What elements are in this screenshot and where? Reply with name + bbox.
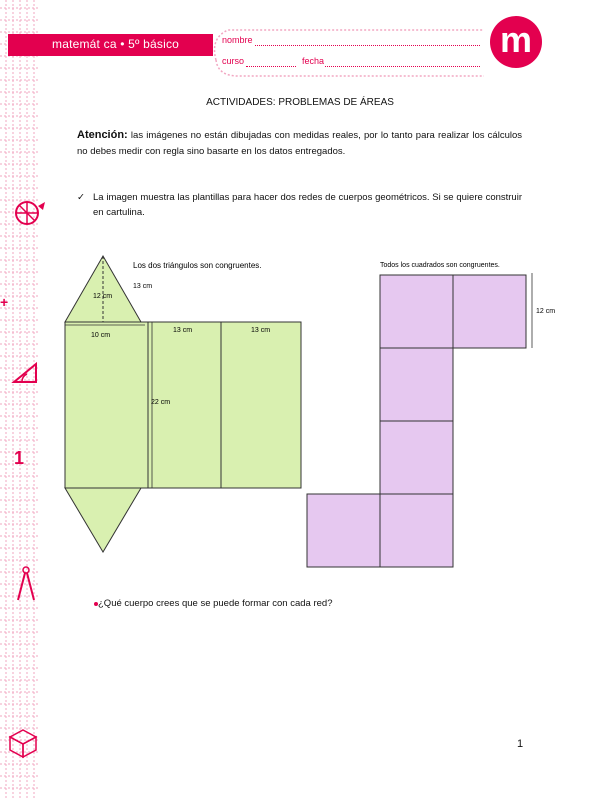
face-left bbox=[65, 322, 148, 488]
page-title: ACTIVIDADES: PROBLEMAS DE ÁREAS bbox=[206, 97, 394, 108]
square-2 bbox=[453, 275, 526, 348]
left-margin-decoration bbox=[0, 0, 40, 800]
subject-header-band bbox=[8, 34, 213, 56]
label-13-face1: 13 cm bbox=[173, 327, 193, 334]
plus-mark-icon: + bbox=[0, 294, 9, 310]
activity-bullet bbox=[77, 190, 522, 220]
attention-text: las imágenes no están dibujadas con medidas reales, por lo tanto para realizar los cálculos no debes medir con regla sino basarte en los datos entregados. bbox=[77, 130, 522, 157]
label-12-height: 12 cm bbox=[93, 293, 113, 300]
square-1 bbox=[380, 275, 453, 348]
nombre-label: nombre bbox=[222, 35, 253, 45]
compass-wheel-icon bbox=[12, 196, 46, 230]
attention-label: Atención: bbox=[77, 129, 128, 141]
question-text: ¿Qué cuerpo crees que se puede formar con cada red? bbox=[98, 598, 333, 609]
checkmark-icon: ✓ bbox=[77, 192, 85, 203]
label-22-height: 22 cm bbox=[151, 399, 171, 406]
label-13-slant: 13 cm bbox=[133, 283, 153, 290]
page-number: 1 bbox=[517, 738, 524, 750]
square-5 bbox=[380, 494, 453, 567]
protractor-icon bbox=[12, 360, 40, 386]
header-curve-decoration bbox=[208, 18, 498, 80]
square-6 bbox=[307, 494, 380, 567]
label-10-base: 10 cm bbox=[91, 332, 111, 339]
cube-net-figure bbox=[300, 255, 556, 575]
activity-text: La imagen muestra las plantillas para hacer dos redes de cuerpos geométricos. Si se quiere construir en cartulina. bbox=[93, 192, 522, 218]
label-12-side: 12 cm bbox=[536, 308, 556, 315]
subject-label: matemát ca • 5º básico bbox=[52, 37, 180, 51]
label-13-face2: 13 cm bbox=[251, 327, 271, 334]
prism-net-figure bbox=[55, 250, 310, 560]
square-3 bbox=[380, 348, 453, 421]
fecha-label: fecha bbox=[302, 56, 325, 66]
compass-icon bbox=[14, 566, 38, 602]
box-net-icon bbox=[6, 726, 40, 760]
prism-caption: Los dos triángulos son congruentes. bbox=[133, 261, 262, 270]
face-right bbox=[221, 322, 301, 488]
cube-caption: Todos los cuadrados son congruentes. bbox=[380, 262, 500, 269]
attention-note bbox=[77, 127, 522, 160]
number-one-icon: 1 bbox=[14, 448, 25, 468]
curso-label: curso bbox=[222, 56, 245, 66]
brand-logo: m bbox=[490, 16, 542, 68]
square-4 bbox=[380, 421, 453, 494]
bottom-triangle bbox=[65, 488, 141, 552]
